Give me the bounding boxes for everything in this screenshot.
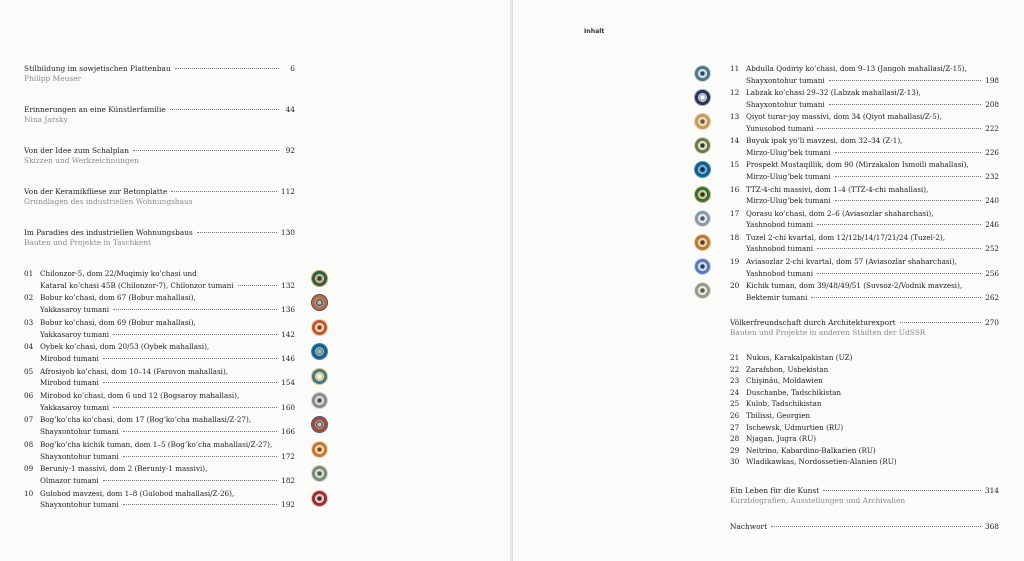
toc-entry-number: 02: [24, 293, 34, 303]
dot-leader: [113, 407, 277, 408]
toc-entry: [24, 390, 295, 414]
toc-entry-address: Gulobod mavzesi, dom 1–8 (Gulobod mahallasi/Z-26),: [40, 488, 235, 498]
toc-entry-address: Oybek ko’chasi, dom 20/53 (Oybek mahallasi),: [40, 342, 210, 352]
toc-entry-page: 240: [985, 196, 999, 206]
toc-entry-number: 24: [730, 387, 740, 397]
toc-entry-district: Yashnobod tumani: [746, 268, 814, 278]
toc-city-label: Neitrino, Kabardino-Balkarien (RU): [746, 445, 876, 455]
dot-leader: [823, 490, 981, 491]
toc-entry-district-line: [40, 280, 295, 292]
toc-section-nachwort: [730, 522, 999, 532]
toc-section-title: Völkerfreundschaft durch Architekturexport: [730, 318, 896, 327]
mosaic-thumbnail-image: [694, 65, 711, 82]
toc-section-page: 314: [984, 486, 999, 495]
toc-section-page: 44: [285, 105, 295, 114]
mosaic-thumbnail-image: [694, 258, 711, 275]
toc-city-label: Nukus, Karakalpakistan (UZ): [746, 353, 853, 362]
toc-city-entry: [730, 433, 816, 445]
toc-entry: [730, 232, 999, 256]
toc-entry: [730, 111, 999, 135]
toc-entry-page: 172: [281, 451, 295, 461]
toc-entry-district: Shayxontohur tumani: [40, 451, 119, 461]
toc-section-line: [24, 105, 295, 115]
toc-entry-district: Bektemir tumani: [746, 292, 808, 302]
toc-city-entry: [730, 445, 876, 457]
toc-entry-address: Beruniy-1 massivi, dom 2 (Beruniy-1 massivi),: [40, 464, 208, 474]
mosaic-thumbnail-image: [694, 282, 711, 299]
toc-entry-address: Qiyot turar-joy massivi, dom 34 (Qiyot mahallasi/Z-5),: [746, 112, 942, 122]
toc-entry-address: Buyuk ipak yo’li mavzesi, dom 32–34 (Z-1),: [746, 136, 903, 146]
toc-entry: [24, 341, 295, 365]
toc-entry-district-line: [40, 353, 295, 365]
toc-entry-number: 27: [730, 422, 740, 432]
toc-entry-district-line: [746, 268, 999, 280]
toc-entry-page: 232: [985, 172, 999, 182]
dot-leader: [835, 152, 982, 153]
dot-leader: [175, 68, 279, 69]
toc-section-page: 130: [280, 228, 295, 237]
dot-leader: [133, 150, 279, 151]
toc-entry-number: 13: [730, 112, 740, 122]
toc-entry-district-line: [40, 451, 295, 463]
toc-entry-page: 160: [281, 402, 295, 412]
toc-entry: [730, 63, 999, 87]
toc-entry-district: Yashnobod tumani: [746, 220, 814, 230]
toc-entry: [24, 488, 295, 512]
toc-city-label: Wladikawkas, Nordossetien-Alanien (RU): [746, 457, 897, 467]
toc-city-entry: [730, 387, 841, 399]
toc-entry-number: 17: [730, 208, 740, 218]
toc-entry: [730, 87, 999, 111]
toc-entry-page: 252: [985, 244, 999, 254]
dot-leader: [829, 104, 982, 105]
mosaic-thumbnail-image: [694, 89, 711, 106]
mosaic-thumbnail-image: [694, 186, 711, 203]
dot-leader: [123, 456, 278, 457]
toc-entry-number: 05: [24, 366, 34, 376]
toc-entry-address: Bog’ko’cha kichik tuman, dom 1–5 (Bog’ko’cha mahallasi/Z-27),: [40, 439, 273, 449]
toc-entry-district-line: [746, 243, 999, 255]
toc-entry-address: TTZ-4-chi massivi, dom 1–4 (TTZ-4-chi mahallasi),: [746, 184, 929, 194]
toc-section: [24, 187, 295, 207]
toc-entry-number: 09: [24, 464, 34, 474]
toc-entry: [24, 317, 295, 341]
toc-entry-district: Mirzo-Ulug’bek tumani: [746, 196, 831, 206]
toc-entry-page: 208: [985, 99, 999, 109]
toc-entry-district-line: [40, 329, 295, 341]
dot-leader: [103, 358, 278, 359]
toc-section-title: Von der Keramikfliese zur Betonplatte: [24, 187, 168, 196]
toc-section-title: Erinnerungen an eine Künstlerfamilie: [24, 105, 166, 114]
dot-leader: [817, 128, 981, 129]
toc-entry-district: Yashnobod tumani: [746, 244, 814, 254]
toc-section-subtitle: Grundlagen des industriellen Wohnungsbaus: [24, 197, 193, 206]
toc-entry-number: 06: [24, 391, 34, 400]
toc-entry-number: 10: [24, 488, 34, 498]
toc-entry-district: Olmazor tumani: [40, 475, 99, 485]
toc-entry: [24, 292, 295, 316]
toc-entry-number: 25: [730, 399, 740, 409]
toc-entry-address: Aviasozlar 2-chi kvartal, dom 57 (Aviasozlar shaharchasi),: [746, 256, 957, 266]
dot-leader: [817, 224, 981, 225]
toc-entry-address: Afrosiyob ko’chasi, dom 10–14 (Farovon mahallasi),: [40, 366, 229, 376]
dot-leader: [123, 504, 278, 505]
toc-section-subtitle: Nina Jarsky: [24, 115, 68, 124]
toc-entry-district: Shayxontohur tumani: [40, 500, 119, 510]
toc-entry-page: 192: [281, 500, 295, 510]
dot-leader: [835, 176, 982, 177]
toc-entry-address: Qorasu ko’chasi, dom 2–6 (Aviasozlar shaharchasi),: [746, 208, 934, 218]
toc-city-entry: [730, 410, 810, 422]
dot-leader: [123, 431, 278, 432]
toc-entry-number: 20: [730, 280, 740, 290]
toc-entry-district: Shayxontohur tumani: [746, 99, 825, 109]
toc-entry-page: 246: [985, 220, 999, 230]
dot-leader: [900, 322, 981, 323]
toc-section-subtitle: Bauten und Projekte in Taschkent: [24, 238, 151, 247]
toc-entry-page: 226: [985, 148, 999, 158]
toc-entry-district-line: [746, 171, 999, 183]
toc-entry: [730, 184, 999, 208]
mosaic-thumbnail-image: [694, 234, 711, 251]
toc-entry-address: Tuzel 2-chi kvartal, dom 12/12b/14/17/21/24 (Tuzel-2),: [746, 232, 946, 242]
toc-entry: [24, 414, 295, 438]
toc-entry-page: 182: [281, 475, 295, 485]
toc-entry-address: Mirobod ko’chasi, dom 6 und 12 (Bogsaroy mahallasi),: [40, 391, 240, 400]
toc-entry-address: Bog’ko’cha ko’chasi, dom 17 (Bog’ko’cha mahallasi/Z-27),: [40, 415, 252, 425]
dot-leader: [113, 309, 277, 310]
toc-entry-district: Kataral ko’chasi 45B (Chilonzor-7), Chilonzor tumani: [40, 280, 234, 290]
toc-entry-district-line: [40, 426, 295, 438]
toc-city-entry: [730, 398, 822, 410]
toc-city-entry: [730, 375, 823, 387]
toc-section-subtitle: Bauten und Projekte in anderen Städten der UdSSR: [730, 328, 926, 337]
toc-section-voelkerfreundschaft: [730, 318, 999, 338]
dot-leader: [771, 526, 981, 527]
dot-leader: [829, 80, 982, 81]
toc-entry-district-line: [746, 147, 999, 159]
book-gutter: [510, 0, 513, 561]
toc-section-line: [24, 187, 295, 197]
toc-entry-district-line: [40, 402, 295, 414]
toc-section-title: Stilbildung im sowjetischen Plattenbau: [24, 64, 171, 73]
toc-city-entry: [730, 422, 843, 434]
toc-entry: [24, 439, 295, 463]
toc-entry-district: Yunusobod tumani: [746, 123, 814, 133]
toc-entry-district-line: [746, 123, 999, 135]
toc-entry-number: 07: [24, 415, 34, 425]
toc-section-page: 368: [984, 522, 999, 531]
toc-entry-number: 28: [730, 434, 740, 444]
toc-entry-number: 15: [730, 160, 740, 170]
toc-section-page: 92: [285, 146, 295, 155]
toc-entry: [24, 268, 295, 292]
toc-city-label: Tbilissi, Georgien: [746, 411, 811, 420]
toc-section-subtitle: Skizzen und Werkzeichnungen: [24, 156, 139, 165]
toc-entry-district: Mirzo-Ulug’bek tumani: [746, 148, 831, 158]
toc-entry-number: 26: [730, 411, 740, 420]
toc-section: [24, 228, 295, 248]
dot-leader: [835, 200, 982, 201]
toc-entry-number: 01: [24, 269, 34, 278]
toc-entry: [730, 256, 999, 280]
dot-leader: [817, 273, 981, 274]
mosaic-thumbnail-image: [694, 210, 711, 227]
mosaic-thumbnail-image: [311, 441, 328, 458]
dot-leader: [817, 248, 981, 249]
toc-entry-district: Mirzo-Ulug’bek tumani: [746, 172, 831, 182]
toc-entry-district-line: [40, 499, 295, 511]
toc-city-entry: [730, 352, 852, 364]
toc-entry-district: Yakkasaroy tumani: [40, 329, 110, 339]
toc-entry-number: 18: [730, 232, 740, 242]
toc-entry-page: 262: [985, 292, 999, 302]
toc-section-line: [24, 146, 295, 156]
toc-entry-address: Kichik tuman, dom 39/48/49/51 (Suvsoz-2/Vodnik mavzesi),: [746, 280, 963, 290]
mosaic-thumbnail-image: [311, 392, 328, 409]
toc-entry-district-line: [746, 195, 999, 207]
mosaic-thumbnail-image: [311, 368, 328, 385]
toc-entry-number: 16: [730, 184, 740, 194]
dot-leader: [171, 191, 277, 192]
dot-leader: [113, 334, 277, 335]
toc-entry-number: 11: [730, 64, 740, 73]
toc-section-page: 112: [280, 187, 295, 196]
toc-entry-address: Abdulla Qodiriy ko’chasi, dom 9–13 (Jangoh mahallasi/Z-15),: [746, 64, 967, 73]
toc-entry-district: Shayxontohur tumani: [746, 75, 825, 85]
mosaic-thumbnail-image: [311, 319, 328, 336]
toc-section: [24, 64, 295, 84]
toc-section-title: Im Paradies des industriellen Wohnungsbaus: [24, 228, 193, 237]
toc-entry-address: Prospekt Mustaqillik, dom 90 (Mirzakalon Ismoili mahallasi),: [746, 160, 969, 170]
toc-entry-number: 23: [730, 376, 740, 386]
toc-section: [24, 146, 295, 166]
toc-entry-number: 12: [730, 88, 740, 98]
toc-entry-page: 136: [281, 305, 295, 315]
dot-leader: [103, 382, 278, 383]
toc-entry-district: Mirobod tumani: [40, 353, 99, 363]
toc-entry-address: Bobur ko’chasi, dom 67 (Bobur mahallasi),: [40, 293, 196, 303]
toc-city-entry: [730, 456, 897, 468]
toc-city-label: Duschanbe, Tadschikistan: [746, 387, 841, 397]
toc-entry-number: 30: [730, 457, 740, 467]
toc-entry-page: 142: [281, 329, 295, 339]
toc-section-title: Nachwort: [730, 522, 768, 531]
toc-entry-district: Mirobod tumani: [40, 378, 99, 388]
toc-entry-page: 256: [985, 268, 999, 278]
toc-entry-district-line: [40, 304, 295, 316]
toc-entry-page: 198: [985, 75, 999, 85]
toc-entry-district: Yakkasaroy tumani: [40, 402, 110, 412]
toc-entry-number: 21: [730, 353, 740, 362]
dot-leader: [103, 480, 278, 481]
toc-entry-address: Labzak ko’chasi 29–32 (Labzak mahallasi/Z-13),: [746, 88, 921, 98]
toc-section-page: 6: [290, 64, 295, 73]
toc-entry: [24, 366, 295, 390]
toc-section-page: 270: [984, 318, 999, 327]
toc-section-line: [24, 228, 295, 238]
toc-section-title: Ein Leben für die Kunst: [730, 486, 820, 495]
dot-leader: [170, 109, 279, 110]
toc-entry-district: Yakkasaroy tumani: [40, 305, 110, 315]
toc-entry-address: Chilonzor-5, dom 22/Muqimiy ko’chasi und: [40, 269, 197, 278]
toc-entry-address: Bobur ko’chasi, dom 69 (Bobur mahallasi),: [40, 317, 196, 327]
toc-entry-number: 14: [730, 136, 740, 146]
toc-entry-page: 166: [281, 427, 295, 437]
toc-entry-page: 132: [281, 280, 295, 290]
toc-city-entry: [730, 364, 828, 376]
toc-entry: [730, 280, 999, 304]
toc-section-ein-leben: [730, 486, 999, 506]
toc-entry-district: Shayxontohur tumani: [40, 427, 119, 437]
toc-entry-district-line: [746, 292, 999, 304]
toc-section-subtitle: Philipp Meuser: [24, 74, 82, 83]
toc-entry-district-line: [40, 475, 295, 487]
toc-entry-page: 146: [281, 353, 295, 363]
toc-section: [24, 105, 295, 125]
toc-entry: [24, 463, 295, 487]
toc-entry: [730, 208, 999, 232]
dot-leader: [811, 297, 981, 298]
toc-city-label: Ischewsk, Udmurtien (RU): [746, 422, 844, 432]
toc-city-label: Chişinău, Moldawien: [746, 376, 823, 386]
toc-entry-number: 22: [730, 364, 740, 374]
toc-entry-number: 08: [24, 439, 34, 449]
toc-section-line: [24, 64, 295, 74]
toc-entry-district-line: [746, 219, 999, 231]
toc-entry-number: 04: [24, 342, 34, 352]
mosaic-thumbnail-image: [311, 490, 328, 507]
dot-leader: [197, 232, 277, 233]
toc-entry-number: 19: [730, 256, 740, 266]
toc-entry: [730, 159, 999, 183]
page-header-label: Inhalt: [584, 28, 605, 35]
toc-section-title: Von der Idee zum Schalplan: [24, 146, 129, 155]
toc-entry-page: 154: [281, 378, 295, 388]
toc-entry-district-line: [746, 99, 999, 111]
toc-entry-district-line: [746, 75, 999, 87]
toc-entry-number: 03: [24, 317, 34, 327]
toc-entry-district-line: [40, 377, 295, 389]
toc-entry-number: 29: [730, 445, 740, 455]
toc-entry: [730, 135, 999, 159]
mosaic-thumbnail-image: [311, 270, 328, 287]
toc-entry-page: 222: [985, 123, 999, 133]
toc-section-subtitle: Kurzbiografien, Ausstellungen und Archivalien: [730, 496, 906, 505]
dot-leader: [238, 285, 278, 286]
toc-city-label: Njagan, Jugra (RU): [746, 434, 817, 444]
toc-city-label: Zarafshon, Usbekistan: [746, 364, 829, 374]
toc-city-label: Kulob, Tadschikistan: [746, 399, 822, 409]
